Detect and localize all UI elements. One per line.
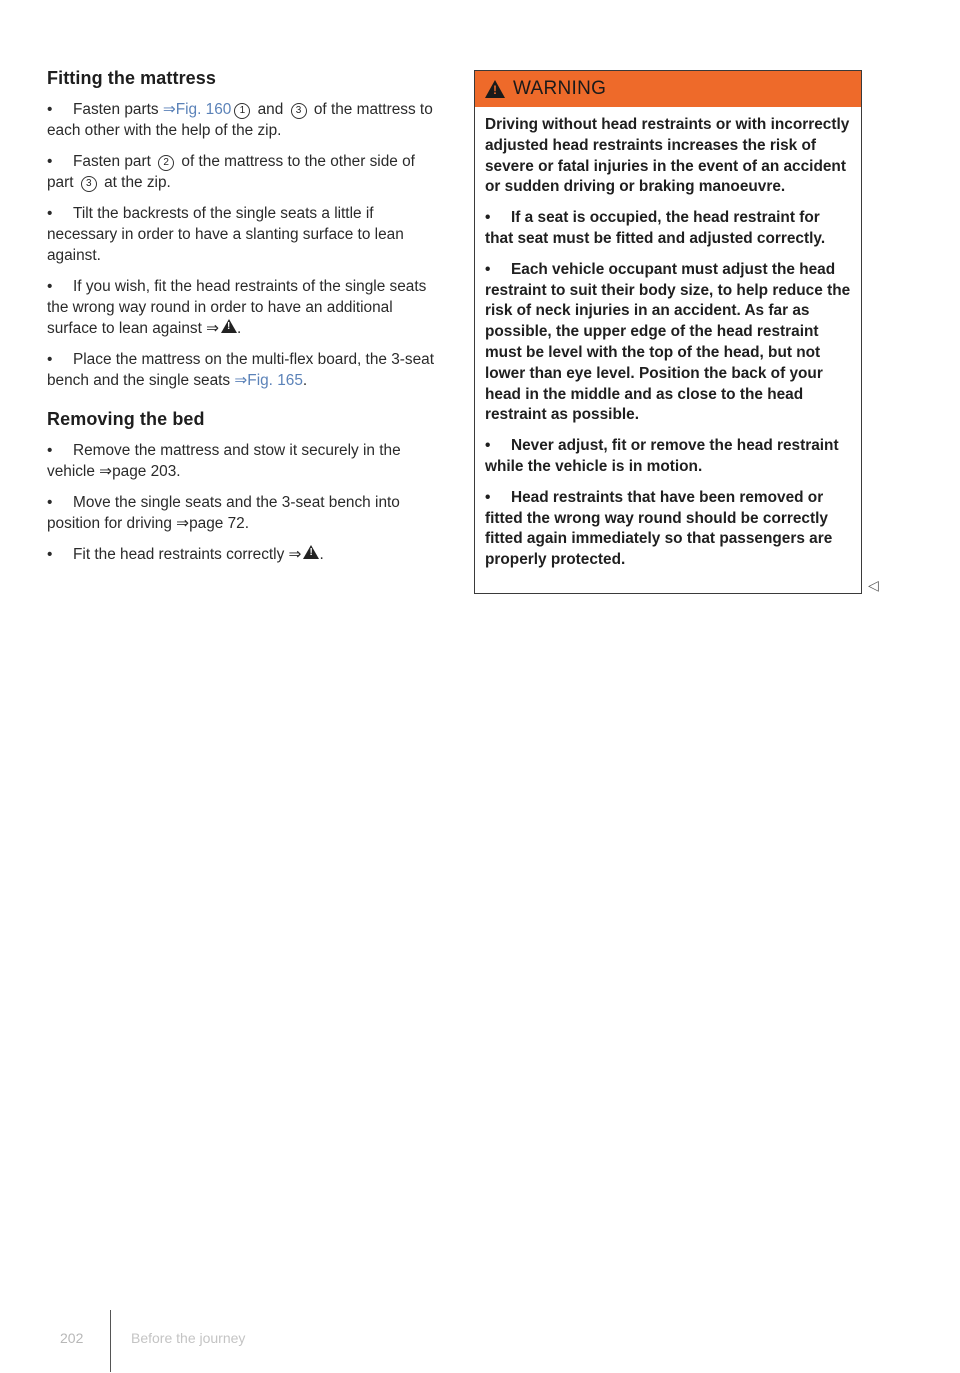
warning-item: • Never adjust, fit or remove the head restraint while the vehicle is in motion.	[485, 437, 839, 475]
end-of-section-icon: ◁	[868, 577, 879, 593]
warning-triangle-icon[interactable]	[303, 545, 319, 559]
warning-triangle-icon	[485, 80, 505, 98]
callout-3: 3	[291, 103, 307, 119]
callout-3: 3	[81, 176, 97, 192]
warning-body	[475, 107, 861, 571]
footer-divider	[110, 1310, 111, 1372]
bullet: •	[47, 153, 53, 170]
bullet: •	[47, 278, 53, 295]
step-tilt-backrests: • Tilt the backrests of the single seats a little if necessary in order to have a slanting surface to lean against.	[47, 205, 404, 264]
bullet: •	[47, 442, 53, 459]
page-footer	[60, 1310, 245, 1372]
warning-intro: Driving without head restraints or with incorrectly adjusted head restraints increases the risk of severe or fatal injuries in the event of an accident or sudden driving or braking manoeuvre.	[485, 116, 850, 196]
warning-item: • Each vehicle occupant must adjust the head restraint to suit their body size, to help reduce the risk of neck injuries in an accident. As far as possible, the upper edge of the head restraint must be level with the top of the head, but not lower than eye level. Position the back of your head in the middle and as close to the head restraint as possible.	[485, 260, 851, 424]
bullet: •	[47, 205, 53, 222]
step-fasten-part-2: • Fasten part 2 of the mattress to the other side of part 3 at the zip.	[47, 153, 415, 191]
warning-item: • Head restraints that have been removed or fitted the wrong way round should be correctly fitted again immediately so that passengers are properly protected.	[485, 488, 833, 569]
warning-item: • If a seat is occupied, the head restraint for that seat must be fitted and adjusted correctly.	[485, 209, 826, 247]
step-head-restraints-reverse: • If you wish, fit the head restraints of the single seats the wrong way round in order to have an additional surface to lean against ⇒! .	[47, 276, 439, 339]
warning-title: WARNING	[513, 78, 607, 99]
fig-160-link[interactable]: ⇒Fig. 160	[162, 101, 232, 118]
fig-165-link[interactable]: ⇒Fig. 165	[234, 372, 303, 389]
bullet: •	[47, 351, 53, 368]
step-place-mattress: • Place the mattress on the multi-flex board, the 3-seat bench and the single seats ⇒Fig. 165.	[47, 351, 435, 389]
bullet: •	[47, 494, 53, 511]
left-column	[47, 68, 439, 575]
warning-header	[475, 71, 861, 107]
step-fit-restraints: • Fit the head restraints correctly ⇒! .	[47, 544, 439, 565]
callout-2: 2	[158, 155, 174, 171]
heading-fitting-mattress: Fitting the mattress	[47, 68, 217, 88]
section-title: Before the journey	[131, 1330, 246, 1346]
bullet: •	[47, 101, 53, 118]
callout-1: 1	[234, 103, 250, 119]
bullet: •	[47, 546, 53, 563]
warning-triangle-icon[interactable]	[221, 319, 237, 333]
warning-box	[474, 70, 862, 594]
page-number: 202	[60, 1330, 84, 1346]
step-remove-mattress: • Remove the mattress and stow it securely in the vehicle ⇒page 203.	[47, 442, 401, 480]
step-fasten-parts: • Fasten parts ⇒Fig. 160 1 and 3 of the mattress to each other with the help of the zip.	[47, 101, 433, 139]
heading-removing-bed: Removing the bed	[47, 409, 205, 429]
step-move-seats: • Move the single seats and the 3-seat bench into position for driving ⇒page 72.	[47, 494, 400, 532]
